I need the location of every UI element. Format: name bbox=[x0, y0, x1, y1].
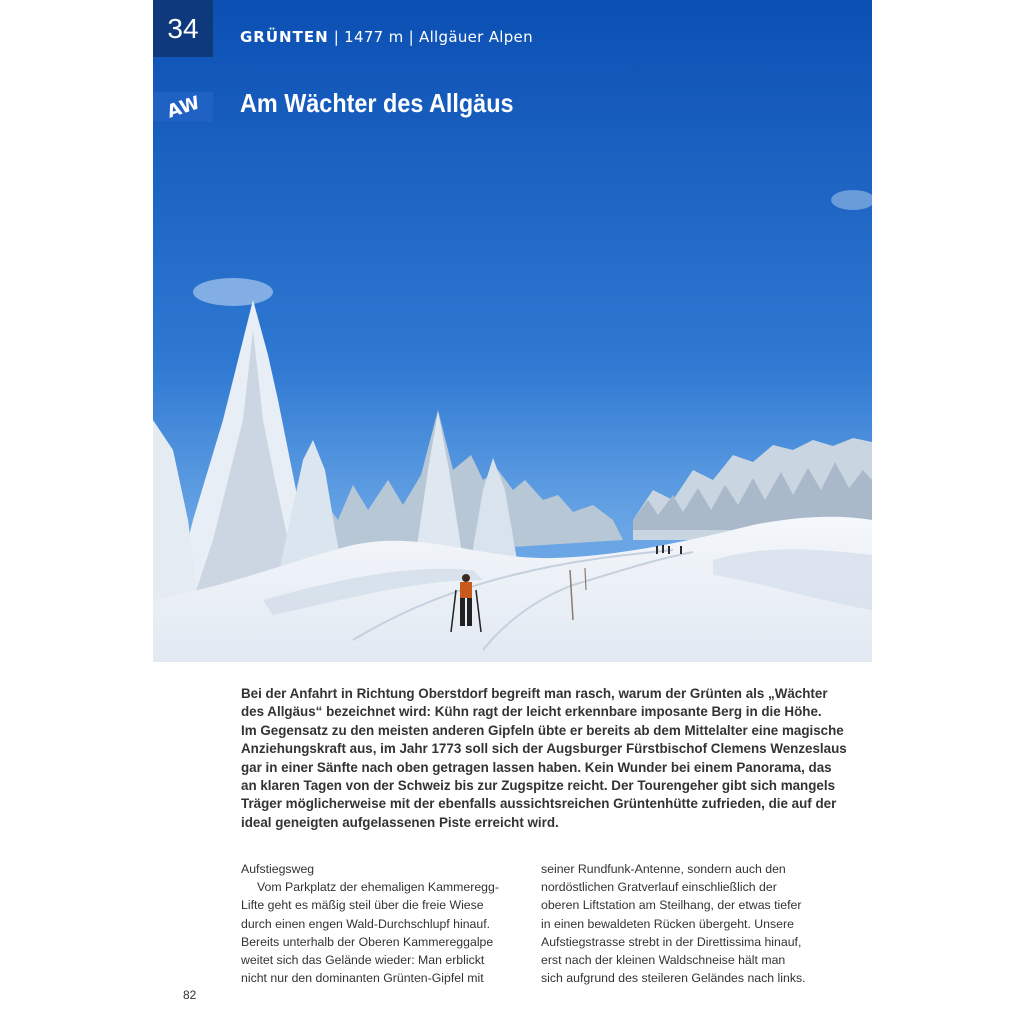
page-number: 82 bbox=[183, 988, 197, 1002]
body-line: durch einen engen Wald-Durchschlupf hinauf. bbox=[241, 916, 491, 931]
intro-line: Bei der Anfahrt in Richtung Oberstdorf begreift man rasch, warum der Grünten als „Wächter bbox=[241, 686, 828, 701]
body-line: Bereits unterhalb der Oberen Kammereggalpe bbox=[241, 934, 494, 949]
body-line: erst nach der kleinen Waldschneise hält man bbox=[541, 953, 786, 968]
body-line: nordöstlichen Gratverlauf einschließlich der bbox=[541, 880, 777, 895]
body-line: Lifte geht es mäßig steil über die freie Wiese bbox=[241, 898, 484, 913]
body-line: nicht nur den dominanten Grünten-Gipfel mit bbox=[241, 971, 484, 986]
aw-badge-label: AW bbox=[164, 91, 202, 123]
text-column-right bbox=[541, 860, 821, 987]
body-line: in einen bewaldeten Rücken übergeht. Unsere bbox=[541, 916, 794, 931]
body-line: sich aufgrund des steileren Geländes nach links. bbox=[541, 971, 806, 986]
page-title: Am Wächter des Allgäus bbox=[240, 88, 514, 118]
body-line: weitet sich das Gelände wieder: Man erblickt bbox=[241, 953, 485, 968]
intro-line: ideal geneigten aufgelassenen Piste erreicht wird. bbox=[241, 814, 559, 830]
intro-line: Träger möglicherweise mit der ebenfalls aussichtsreichen Grüntenhütte zufrieden, die auf der bbox=[241, 796, 837, 812]
intro-line: des Allgäus“ bezeichnet wird: Kühn ragt der leicht erkennbare imposante Berg in die Höhe. bbox=[241, 704, 822, 720]
body-line: Vom Parkplatz der ehemaligen Kammeregg- bbox=[257, 880, 499, 895]
peak-region: Allgäuer Alpen bbox=[419, 28, 533, 46]
intro-line: Im Gegensatz zu den meisten anderen Gipfeln übte er bereits ab dem Mittelalter eine magische bbox=[241, 722, 844, 738]
intro-line: Anziehungskraft aus, im Jahr 1773 soll sich der Augsburger Fürstbischof Clemens Wenzeslaus bbox=[241, 741, 847, 757]
route-header bbox=[240, 28, 533, 46]
header-separator: | bbox=[408, 28, 414, 46]
intro-paragraph bbox=[241, 685, 847, 832]
body-line: oberen Liftstation am Steilhang, der etwas tiefer bbox=[541, 898, 802, 913]
peak-altitude: 1477 m bbox=[344, 28, 404, 46]
intro-line: an klaren Tagen von der Schweiz bis zur Zugspitze reicht. Der Tourengeher gibt sich mangels bbox=[241, 778, 836, 794]
body-line: seiner Rundfunk-Antenne, sondern auch den bbox=[541, 862, 786, 876]
route-number-box: 34 bbox=[153, 0, 213, 57]
section-heading: Aufstiegsweg bbox=[241, 862, 315, 876]
aw-badge bbox=[153, 92, 213, 122]
intro-line: gar in einer Sänfte nach oben getragen lassen haben. Kein Wunder bei einem Panorama, das bbox=[241, 759, 832, 775]
header-separator: | bbox=[333, 28, 340, 46]
peak-name: GRÜNTEN bbox=[240, 28, 329, 46]
body-line: Aufstiegstrasse strebt in der Direttissima hinauf, bbox=[541, 934, 802, 949]
text-column-left bbox=[241, 860, 521, 987]
